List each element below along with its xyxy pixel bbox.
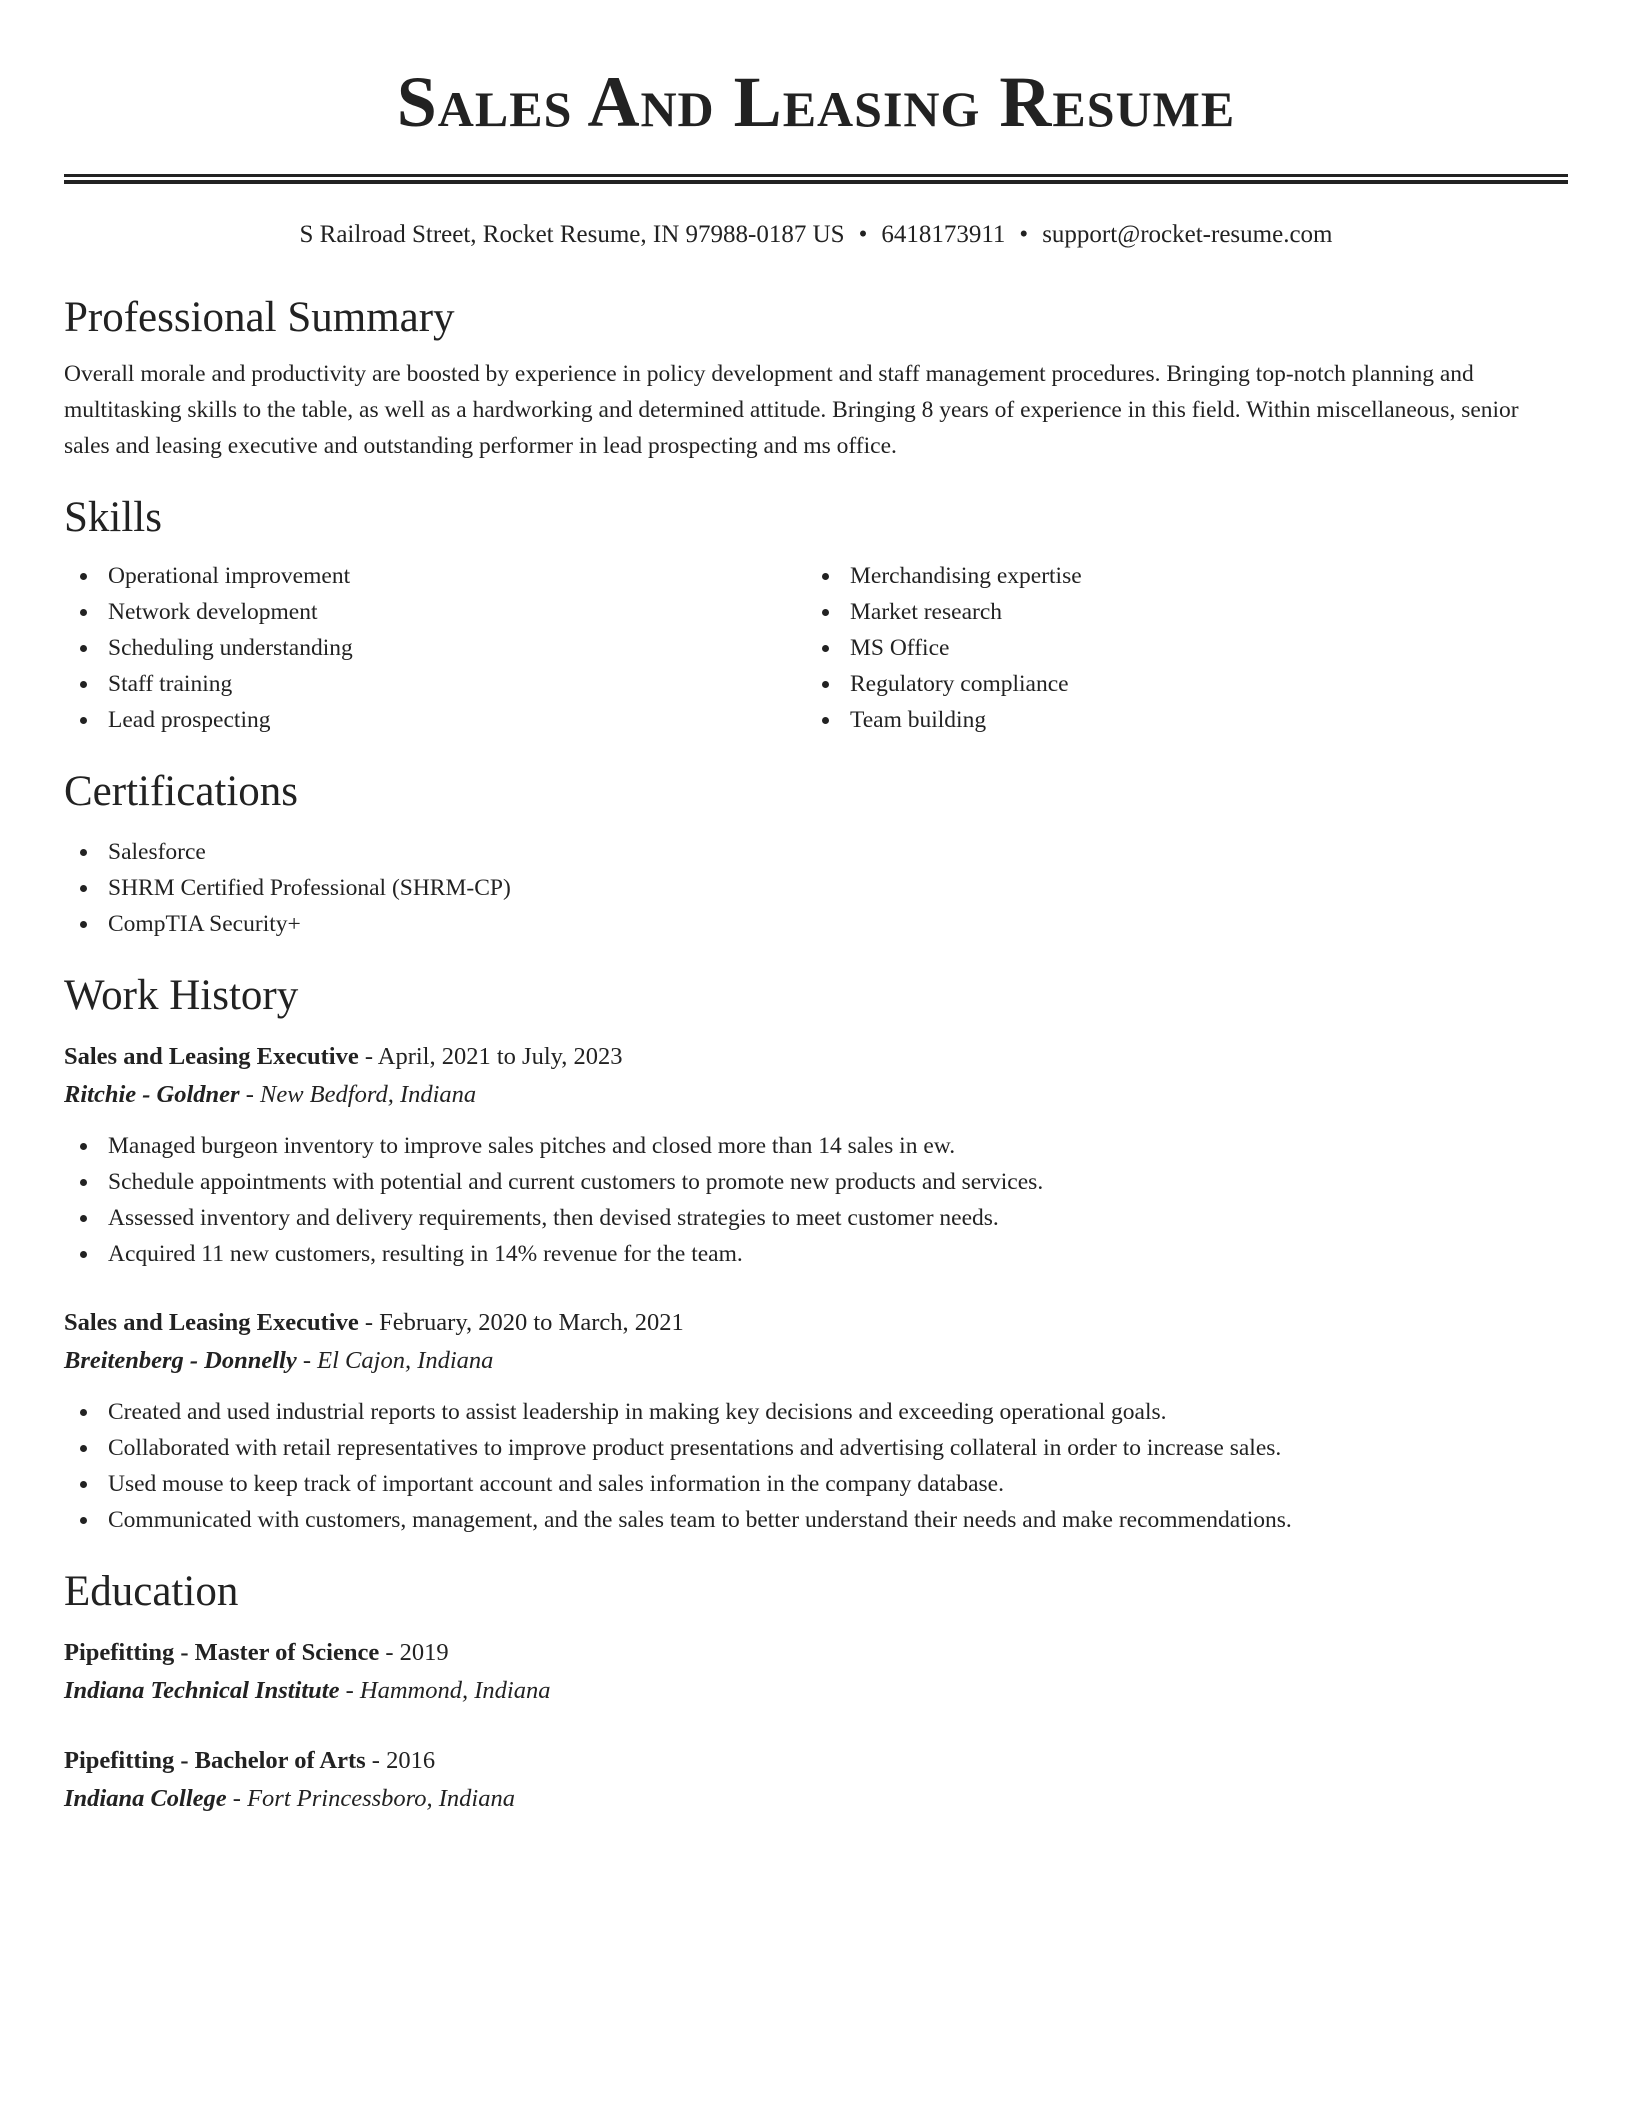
job-bullet xyxy=(64,1430,1568,1466)
bullet-icon xyxy=(80,609,87,616)
bullet-icon xyxy=(80,645,87,652)
school-location: - Hammond, Indiana xyxy=(339,1677,551,1704)
bullet-icon xyxy=(822,717,829,724)
degree-year: - 2019 xyxy=(379,1639,449,1666)
skill-item xyxy=(64,558,806,594)
job-bullet xyxy=(64,1466,1568,1502)
skill-item xyxy=(806,630,1548,666)
skill-item xyxy=(64,702,806,738)
job-bullet-text: Used mouse to keep track of important account and sales information in the company database. xyxy=(108,1471,1004,1497)
skill-label: Regulatory compliance xyxy=(850,671,1069,697)
job-bullet-text: Managed burgeon inventory to improve sales pitches and closed more than 14 sales in ew. xyxy=(108,1133,956,1159)
skills-grid xyxy=(64,558,1568,738)
education-entry xyxy=(64,1742,1568,1818)
bullet-icon xyxy=(80,1481,87,1488)
contact-line xyxy=(64,218,1568,252)
bullet-icon xyxy=(80,849,87,856)
skill-label: Team building xyxy=(850,707,987,733)
skills-right-column xyxy=(806,558,1548,738)
job-bullet-text: Communicated with customers, management, and the sales team to better understand their needs and make recommendations. xyxy=(108,1507,1292,1533)
skills-left-column xyxy=(64,558,806,738)
school-name: Indiana College xyxy=(64,1785,227,1812)
job-title-line xyxy=(64,1038,1568,1076)
skill-item xyxy=(64,666,806,702)
skill-label: Network development xyxy=(108,599,318,625)
certifications-heading: Certifications xyxy=(64,768,299,815)
certification-item xyxy=(64,870,1568,906)
bullet-icon xyxy=(80,1517,87,1524)
job-bullet-text: Schedule appointments with potential and current customers to promote new products and services. xyxy=(108,1169,1044,1195)
bullet-icon xyxy=(822,609,829,616)
title-divider xyxy=(64,174,1568,184)
skill-item xyxy=(806,558,1548,594)
job-company: Breitenberg - Donnelly xyxy=(64,1347,297,1374)
bullet-icon xyxy=(822,681,829,688)
school-line xyxy=(64,1672,1568,1710)
bullet-icon xyxy=(80,1179,87,1186)
skill-label: Operational improvement xyxy=(108,563,351,589)
job-bullet xyxy=(64,1164,1568,1200)
job-title: Sales and Leasing Executive xyxy=(64,1309,359,1336)
certification-item xyxy=(64,906,1568,942)
degree-title: Pipefitting - Bachelor of Arts xyxy=(64,1747,366,1774)
skill-label: Lead prospecting xyxy=(108,707,271,733)
job-bullet xyxy=(64,1128,1568,1164)
skill-label: Staff training xyxy=(108,671,233,697)
job-company: Ritchie - Goldner xyxy=(64,1081,240,1108)
job-dates: - April, 2021 to July, 2023 xyxy=(358,1043,623,1070)
skill-label: Merchandising expertise xyxy=(850,563,1082,589)
bullet-icon xyxy=(822,645,829,652)
work-history-heading: Work History xyxy=(64,972,299,1019)
degree-title: Pipefitting - Master of Science xyxy=(64,1639,380,1666)
bullet-icon xyxy=(80,885,87,892)
job-bullet-text: Acquired 11 new customers, resulting in 14% revenue for the team. xyxy=(108,1241,743,1267)
contact-email: support@rocket-resume.com xyxy=(1042,221,1333,248)
bullet-icon xyxy=(80,681,87,688)
job-company-line xyxy=(64,1076,1568,1114)
contact-separator: • xyxy=(858,221,868,248)
job-bullet-text: Assessed inventory and delivery requirements, then devised strategies to meet customer needs. xyxy=(108,1205,999,1231)
bullet-icon xyxy=(80,1409,87,1416)
certification-label: CompTIA Security+ xyxy=(108,911,301,937)
job-dates: - February, 2020 to March, 2021 xyxy=(358,1309,684,1336)
bullet-icon xyxy=(80,921,87,928)
job-responsibilities xyxy=(64,1128,1568,1272)
bullet-icon xyxy=(80,1445,87,1452)
job-title-line xyxy=(64,1304,1568,1342)
certification-label: Salesforce xyxy=(108,839,206,865)
contact-phone: 6418173911 xyxy=(881,221,1006,248)
bullet-icon xyxy=(80,1215,87,1222)
job-title: Sales and Leasing Executive xyxy=(64,1043,359,1070)
bullet-icon xyxy=(80,573,87,580)
job-bullet-text: Collaborated with retail representatives to improve product presentations and advertising collateral in order to increase sales. xyxy=(108,1435,1282,1461)
job-bullet xyxy=(64,1394,1568,1430)
bullet-icon xyxy=(80,1251,87,1258)
job-bullet xyxy=(64,1200,1568,1236)
skill-item xyxy=(806,702,1548,738)
bullet-icon xyxy=(80,1143,87,1150)
job-responsibilities xyxy=(64,1394,1568,1538)
certifications-list xyxy=(64,834,1568,942)
job-entry xyxy=(64,1304,1568,1538)
job-bullet xyxy=(64,1502,1568,1538)
summary-heading: Professional Summary xyxy=(64,294,455,341)
job-location: - New Bedford, Indiana xyxy=(239,1081,477,1108)
skill-item xyxy=(806,666,1548,702)
summary-text: Overall morale and productivity are boosted by experience in policy development and staff management procedures. Bringing top-notch planning and multitasking skills to the table, as well as a hardworking and determined attitude. Bringing 8 years of experience in this field. Within miscellaneous, senior sales and leasing executive and outstanding performer in lead prospecting and ms office. xyxy=(64,361,1519,459)
skill-item xyxy=(806,594,1548,630)
certification-item xyxy=(64,834,1568,870)
education-entry xyxy=(64,1634,1568,1710)
skill-item xyxy=(64,630,806,666)
bullet-icon xyxy=(80,717,87,724)
skill-label: MS Office xyxy=(850,635,950,661)
degree-line xyxy=(64,1742,1568,1780)
job-bullet xyxy=(64,1236,1568,1272)
school-location: - Fort Princessboro, Indiana xyxy=(226,1785,515,1812)
education-heading: Education xyxy=(64,1568,239,1615)
job-bullet-text: Created and used industrial reports to assist leadership in making key decisions and exceeding operational goals. xyxy=(108,1399,1167,1425)
certification-label: SHRM Certified Professional (SHRM-CP) xyxy=(108,875,511,901)
contact-address: S Railroad Street, Rocket Resume, IN 97988-0187 US xyxy=(299,221,845,248)
job-location: - El Cajon, Indiana xyxy=(296,1347,494,1374)
contact-separator: • xyxy=(1019,221,1029,248)
skills-heading: Skills xyxy=(64,494,162,541)
bullet-icon xyxy=(822,573,829,580)
skill-label: Market research xyxy=(850,599,1003,625)
school-name: Indiana Technical Institute xyxy=(64,1677,340,1704)
job-entry xyxy=(64,1038,1568,1272)
skill-label: Scheduling understanding xyxy=(108,635,353,661)
resume-title: Sales And Leasing Resume xyxy=(396,62,1236,142)
skill-item xyxy=(64,594,806,630)
school-line xyxy=(64,1780,1568,1818)
degree-line xyxy=(64,1634,1568,1672)
degree-year: - 2016 xyxy=(365,1747,436,1774)
job-company-line xyxy=(64,1342,1568,1380)
